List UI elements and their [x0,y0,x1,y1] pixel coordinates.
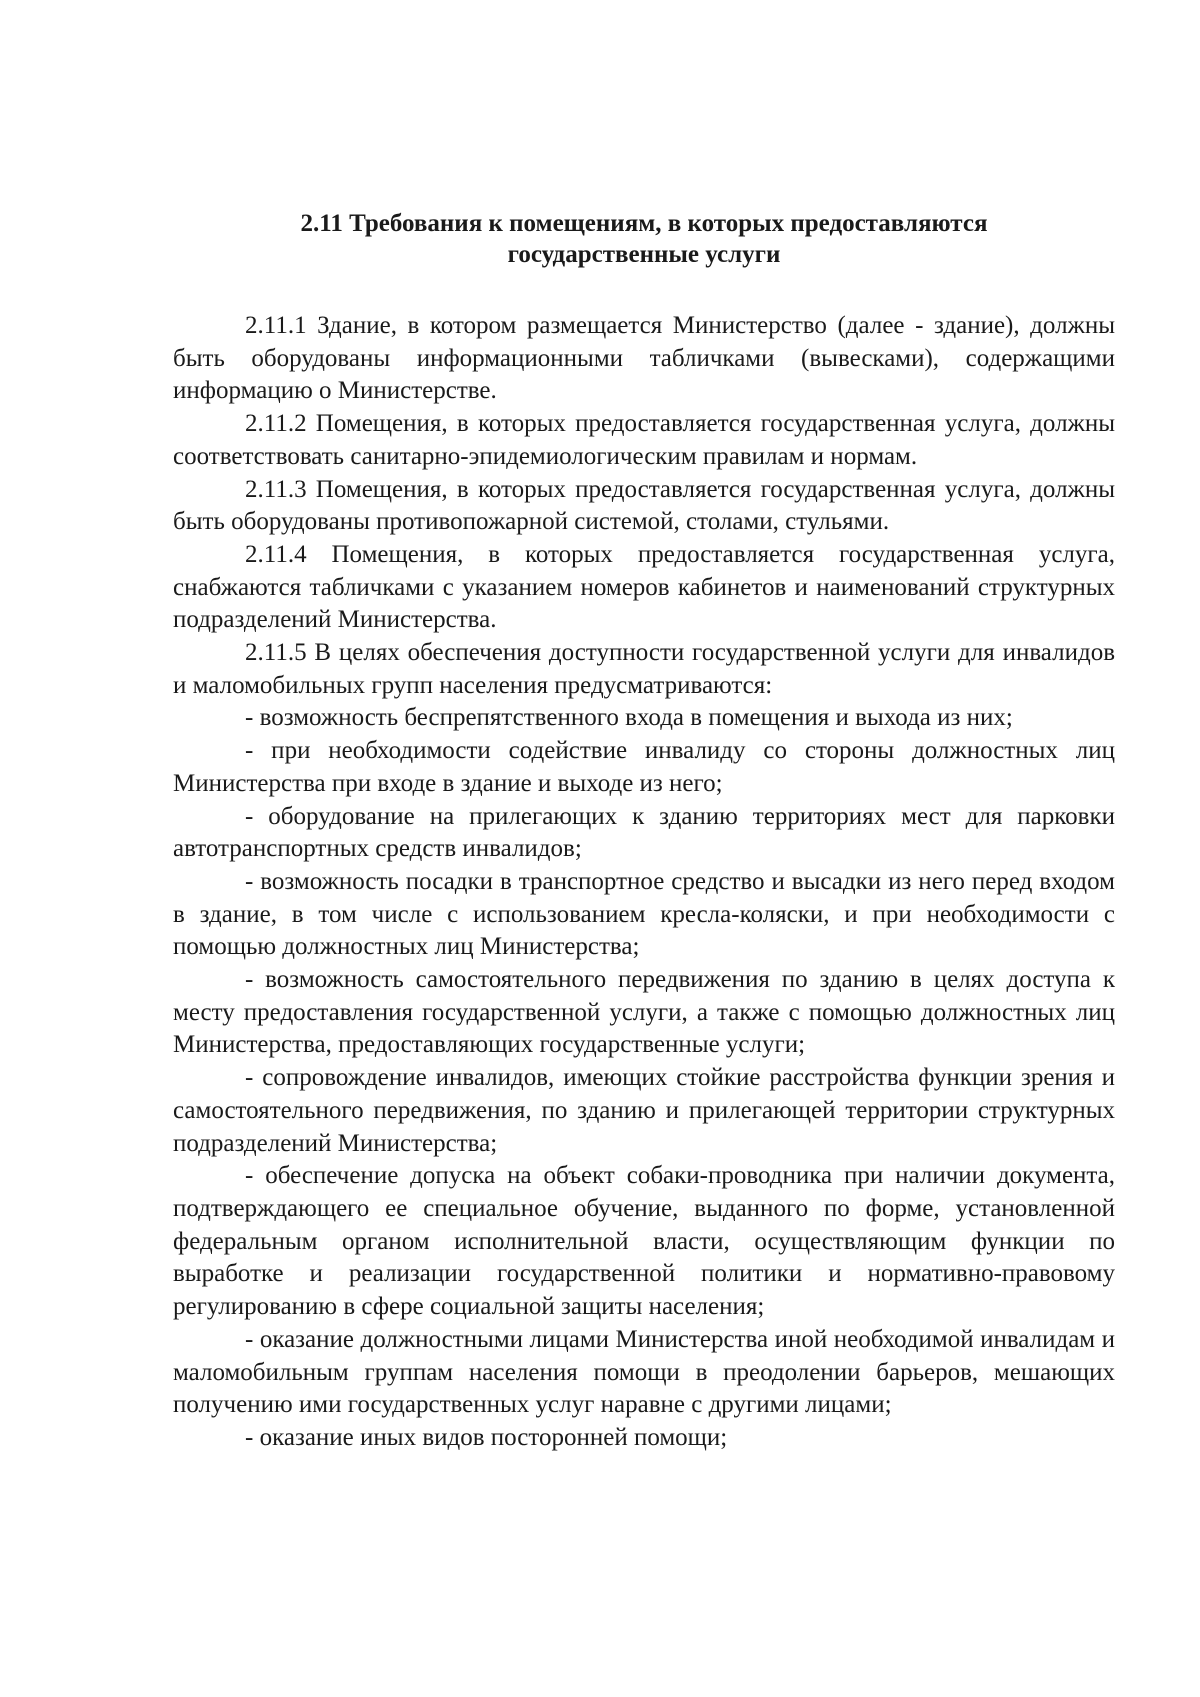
list-item: - сопровождение инвалидов, имеющих стойкие расстройства функции зрения и самостоятельного передвижения, по зданию и прилегающей территории структурных подразделений Министерства; [173,1064,1115,1157]
paragraph-2-11-1: 2.11.1 Здание, в котором размещается Министерство (далее - здание), должны быть оборудованы информационными табличками (вывесками), содержащими информацию о Министерстве. [173,312,1115,405]
list-item: - при необходимости содействие инвалиду со стороны должностных лиц Министерства при входе в здание и выходе из него; [173,737,1115,797]
list-item: - оказание иных видов посторонней помощи; [245,1423,728,1451]
paragraph-2-11-3: 2.11.3 Помещения, в которых предоставляется государственная услуга, должны быть оборудованы противопожарной системой, столами, стульями. [173,475,1115,536]
section-heading-line-1: 2.11 Требования к помещениям, в которых предоставляются [300,210,988,237]
paragraph-2-11-2: 2.11.2 Помещения, в которых предоставляется государственная услуга, должны соответствовать санитарно-эпидемиологическим правилам и нормам. [173,410,1115,470]
document-body [173,310,1115,1455]
list-item: - возможность беспрепятственного входа в помещения и выхода из них; [245,704,1013,732]
list-item: - возможность самостоятельного передвижения по зданию в целях доступа к месту предоставления государственной услуги, а также с помощью должностных лиц Министерства, предоставляющих государственные услуги; [173,966,1115,1059]
list-item: - обеспечение допуска на объект собаки-проводника при наличии документа, подтверждающего ее специальное обучение, выданного по форме, установленной федеральным органом исполнительной власти, осуществляющим функции по выработке и реализации государственной политики и нормативно-правовому регулированию в сфере социальной защиты населения; [173,1162,1115,1321]
section-heading [173,208,1115,270]
list-item: - оборудование на прилегающих к зданию территориях мест для парковки автотранспортных средств инвалидов; [173,802,1115,863]
document-content [173,208,1115,1455]
paragraph-2-11-4: 2.11.4 Помещения, в которых предоставляется государственная услуга, снабжаются табличками с указанием номеров кабинетов и наименований структурных подразделений Министерства. [173,540,1115,634]
list-item: - возможность посадки в транспортное средство и высадки из него перед входом в здание, в том числе с использованием кресла-коляски, и при необходимости с помощью должностных лиц Министерства; [173,867,1115,961]
list-item: - оказание должностными лицами Министерства иной необходимой инвалидам и маломобильным группам населения помощи в преодолении барьеров, мешающих получению ими государственных услуг наравне с другими лицами; [173,1325,1115,1419]
paragraph-2-11-5: 2.11.5 В целях обеспечения доступности государственной услуги для инвалидов и маломобильных групп населения предусматриваются: [173,639,1115,699]
section-heading-line-2: государственные услуги [507,241,781,268]
